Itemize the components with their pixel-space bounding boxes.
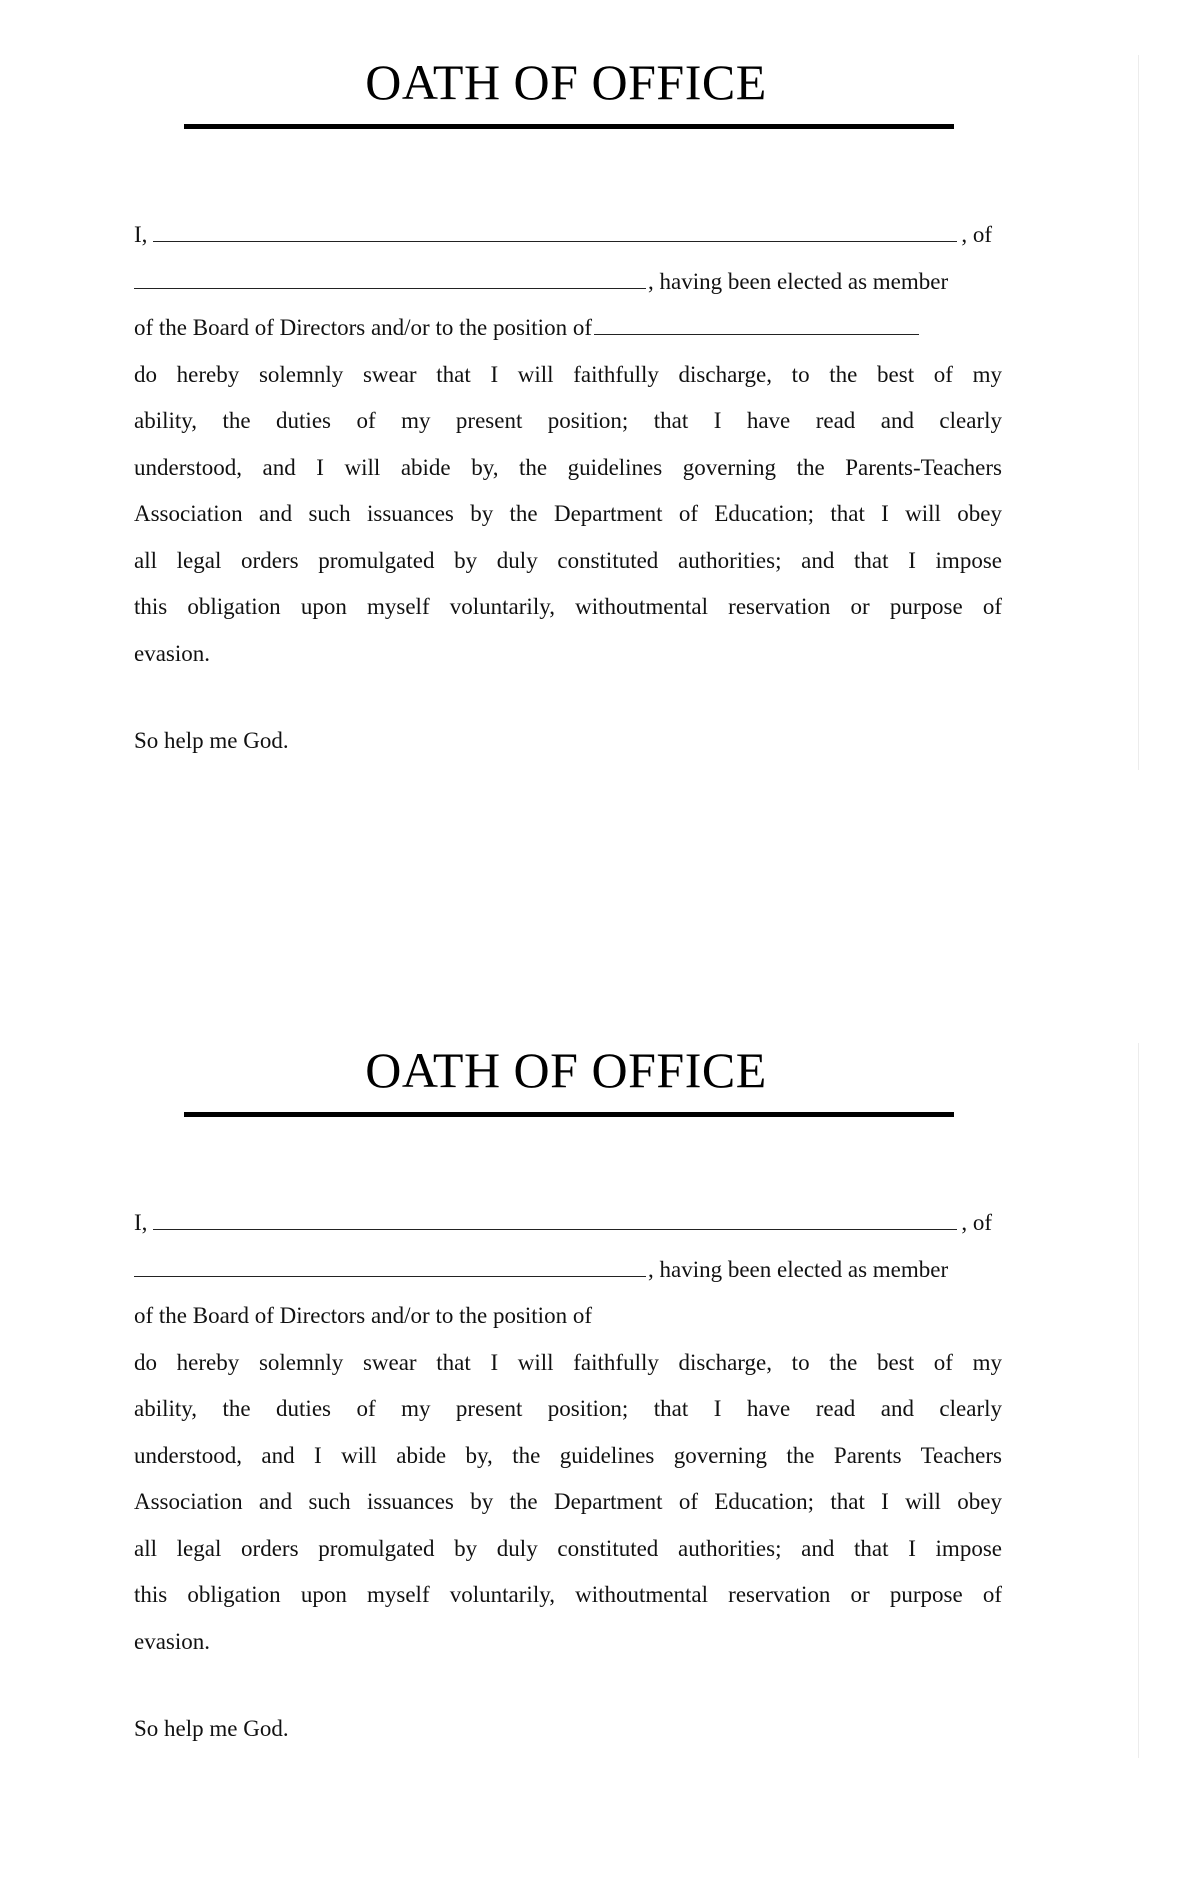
- oath-paragraph-line: Association and such issuances by the Department of Education; that I will obey: [134, 1489, 1002, 1514]
- of-text: , of: [961, 1210, 993, 1235]
- oath-form-1: [0, 0, 1200, 900]
- oath-body: [134, 212, 1002, 677]
- oath-title: OATH OF OFFICE: [365, 54, 767, 110]
- name-line: [134, 212, 1002, 259]
- page-edge-line: [1138, 55, 1139, 770]
- title-underline: [184, 124, 954, 129]
- name-blank-field[interactable]: [153, 219, 957, 242]
- elected-text: , having been elected as member: [648, 1256, 949, 1282]
- oath-paragraph-line: all legal orders promulgated by duly constituted authorities; and that I impose: [134, 1535, 1002, 1561]
- oath-paragraph-line: all legal orders promulgated by duly constituted authorities; and that I impose: [134, 547, 1002, 573]
- oath-paragraph-line: ability, the duties of my present position; that I have read and clearly: [134, 1396, 1002, 1421]
- oath-paragraph-last-line: evasion.: [134, 640, 211, 666]
- page-edge-line: [1138, 1043, 1139, 1758]
- oath-paragraph-line: ability, the duties of my present position; that I have read and clearly: [134, 408, 1002, 433]
- position-blank-field[interactable]: [594, 312, 919, 335]
- oath-paragraph-line: understood, and I will abide by, the guidelines governing the Parents-Teachers: [134, 454, 1002, 480]
- oath-paragraph-line: understood, and I will abide by, the guidelines governing the Parents Teachers: [134, 1442, 1002, 1468]
- of-text: , of: [961, 222, 993, 247]
- pronoun-text: I,: [134, 1210, 148, 1235]
- title-underline: [184, 1112, 954, 1117]
- position-line: [134, 1293, 1002, 1340]
- oath-body: [134, 1200, 1002, 1665]
- address-line: [134, 259, 1002, 306]
- address-line: [134, 1247, 1002, 1294]
- address-blank-field[interactable]: [134, 1254, 646, 1277]
- oath-paragraph-line: do hereby solemnly swear that I will faithfully discharge, to the best of my: [134, 361, 1002, 387]
- pronoun-text: I,: [134, 222, 148, 247]
- oath-paragraph-line: this obligation upon myself voluntarily, withoutmental reservation or purpose of: [134, 594, 1002, 619]
- closing-text: So help me God.: [134, 728, 289, 753]
- name-line: [134, 1200, 1002, 1247]
- closing-text: So help me God.: [134, 1716, 289, 1741]
- position-text: of the Board of Directors and/or to the position of: [134, 315, 592, 340]
- position-line: [134, 305, 1002, 352]
- name-blank-field[interactable]: [153, 1207, 957, 1230]
- oath-paragraph-line: do hereby solemnly swear that I will faithfully discharge, to the best of my: [134, 1349, 1002, 1375]
- oath-paragraph-line: Association and such issuances by the Department of Education; that I will obey: [134, 501, 1002, 526]
- position-text: of the Board of Directors and/or to the position of: [134, 1303, 592, 1328]
- address-blank-field[interactable]: [134, 266, 646, 289]
- oath-paragraph-last-line: evasion.: [134, 1628, 211, 1654]
- elected-text: , having been elected as member: [648, 268, 949, 294]
- oath-paragraph-line: this obligation upon myself voluntarily, withoutmental reservation or purpose of: [134, 1582, 1002, 1607]
- oath-form-2: [0, 988, 1200, 1888]
- oath-title: OATH OF OFFICE: [365, 1042, 767, 1098]
